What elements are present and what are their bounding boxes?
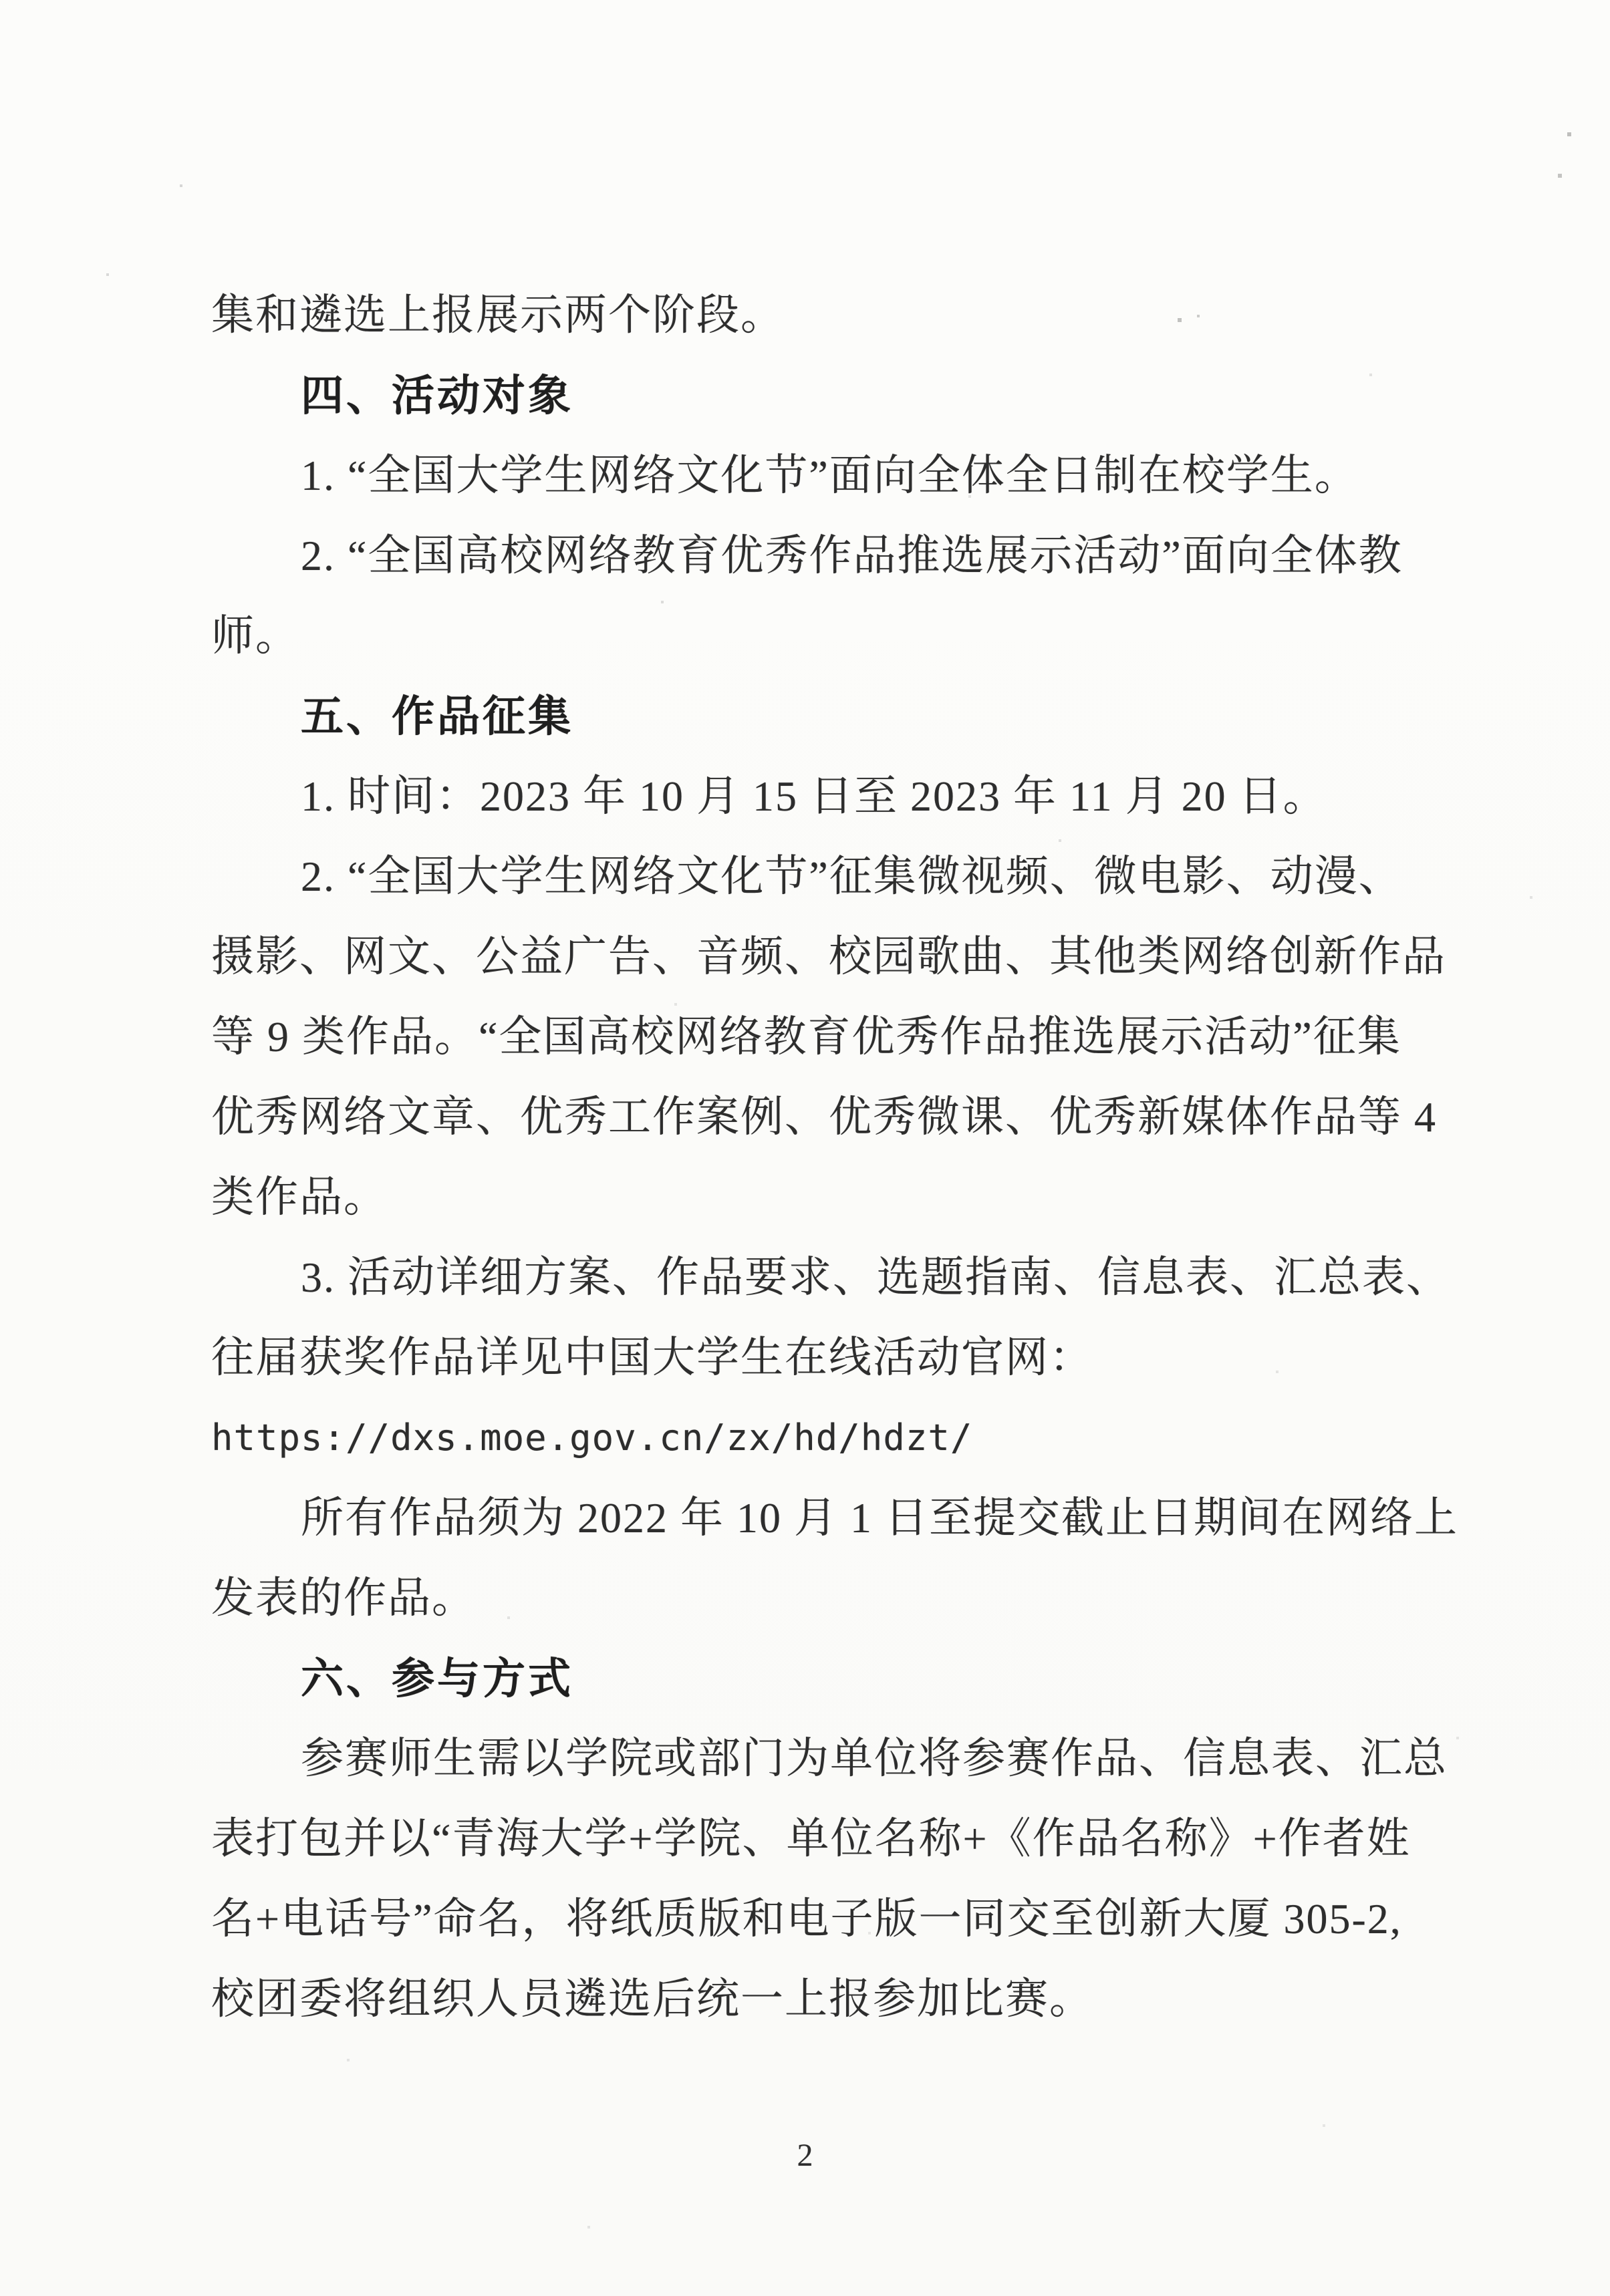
- text-line: 集和遴选上报展示两个阶段。: [211, 291, 785, 339]
- text-line: 2. “全国大学生网络文化节”征集微视频、微电影、动漫、: [301, 853, 1403, 900]
- scan-speckles: [0, 0, 1, 1]
- text-line: 所有作品须为 2022 年 10 月 1 日至提交截止日期间在网络上: [301, 1494, 1458, 1542]
- text-line: 1. 时间：2023 年 10 月 15 日至 2023 年 11 月 20 日。: [301, 772, 1327, 820]
- text-line: 摄影、网文、公益广告、音频、校园歌曲、其他类网络创新作品: [211, 933, 1446, 980]
- text-line: 发表的作品。: [211, 1574, 476, 1622]
- text-line: 师。: [211, 612, 299, 660]
- text-line: 名+电话号”命名，将纸质版和电子版一同交至创新大厦 305-2,: [211, 1895, 1402, 1943]
- text-line: 3. 活动详细方案、作品要求、选题指南、信息表、汇总表、: [301, 1254, 1450, 1301]
- official-website-url: https://dxs.moe.gov.cn/zx/hd/hdzt/: [211, 1417, 973, 1459]
- text-line: 参赛师生需以学院或部门为单位将参赛作品、信息表、汇总: [301, 1735, 1448, 1782]
- document-body: [211, 275, 1458, 2039]
- text-line: 类作品。: [211, 1173, 388, 1221]
- text-line: 2. “全国高校网络教育优秀作品推选展示活动”面向全体教: [301, 532, 1403, 579]
- text-line: 往届获奖作品详见中国大学生在线活动官网：: [211, 1334, 1093, 1381]
- text-line: 校团委将组织人员遴选后统一上报参加比赛。: [211, 1975, 1093, 2023]
- text-line: 1. “全国大学生网络文化节”面向全体全日制在校学生。: [301, 452, 1359, 499]
- section-heading-participation: 六、参与方式: [301, 1655, 573, 1703]
- text-line: 优秀网络文章、优秀工作案例、优秀微课、优秀新媒体作品等 4: [211, 1093, 1437, 1141]
- section-heading-work-collection: 五、作品征集: [301, 692, 573, 740]
- text-line: 表打包并以“青海大学+学院、单位名称+《作品名称》+作者姓: [211, 1815, 1411, 1862]
- text-line: 等 9 类作品。“全国高校网络教育优秀作品推选展示活动”征集: [211, 1013, 1401, 1060]
- page-number: 2: [797, 2138, 813, 2173]
- section-heading-activity-target: 四、活动对象: [301, 372, 573, 420]
